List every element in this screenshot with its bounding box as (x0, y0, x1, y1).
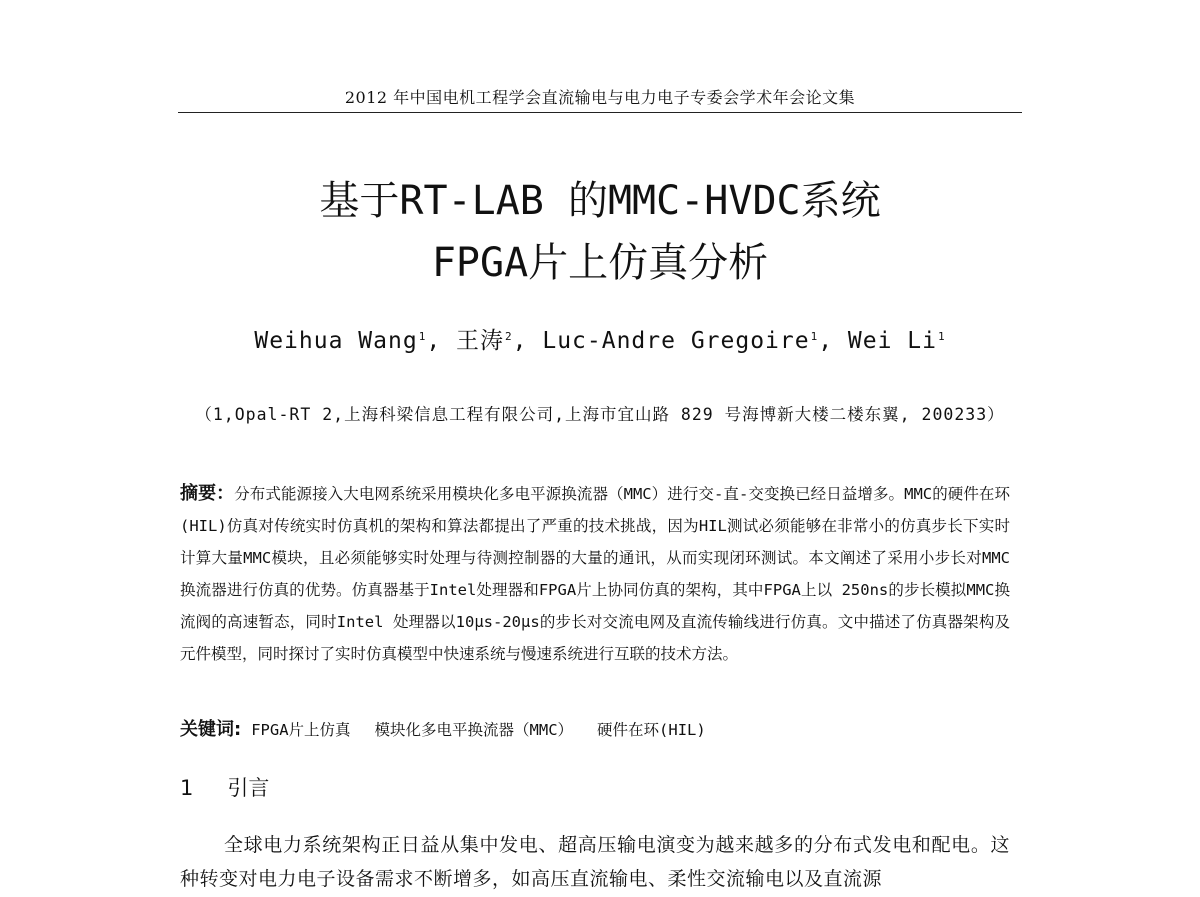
author-separator: , (426, 328, 457, 354)
section-number: 1 (180, 776, 194, 800)
section-heading (180, 770, 269, 806)
keyword-item: 模块化多电平换流器（MMC） (374, 721, 574, 739)
affiliation: （1,Opal-RT 2,上海科梁信息工程有限公司,上海市宜山路 829 号海博新大楼二楼东翼, 200233） (195, 405, 1005, 424)
author-affiliation-mark: 1 (938, 330, 946, 343)
section-title: 引言 (227, 776, 270, 800)
author-affiliation-mark: 1 (418, 330, 427, 343)
author-separator: , (512, 328, 543, 354)
abstract-text: 分布式能源接入大电网系统采用模块化多电平源换流器（MMC）进行交-直-交变换已经日益增多。MMC的硬件在环(HIL)仿真对传统实时仿真机的架构和算法都提出了严重的技术挑战，因为HIL测试必须能够在非常小的仿真步长下实时计算大量MMC模块，且必须能够实时处理与待测控制器的大量的通讯，从而实现闭环测试。本文阐述了采用小步长对MMC换流器进行仿真的优势。仿真器基于Intel处理器和FPGA片上协同仿真的架构，其中FPGA上以 250ns的步长模拟MMC换流阀的高速暂态，同时Intel 处理器以10μs-20μs的步长对交流电网及直流传输线进行仿真。文中描述了仿真器架构及元件模型，同时探讨了实时仿真模型中快速系统与慢速系统进行互联的技术方法。 (180, 485, 1010, 663)
keywords (180, 714, 1010, 746)
paper-title (0, 170, 1200, 294)
keyword-item: FPGA片上仿真 (251, 721, 351, 739)
author-name: 王涛 (456, 328, 505, 354)
body-paragraph: 全球电力系统架构正日益从集中发电、超高压输电演变为越来越多的分布式发电和配电。这种转变对电力电子设备需求不断增多，如高压直流输电、柔性交流输电以及直流源 (180, 834, 1010, 890)
keywords-label: 关键词: (180, 719, 242, 740)
author-separator: , (818, 328, 848, 354)
keyword-item: 硬件在环(HIL) (597, 721, 706, 739)
title-line-1: 基于RT-LAB 的MMC-HVDC系统 (319, 178, 881, 224)
running-header: 2012 年中国电机工程学会直流输电与电力电子专委会学术年会论文集 (178, 86, 1022, 113)
author-name: Luc-Andre Gregoire (542, 328, 810, 354)
author-name: Weihua Wang (254, 328, 418, 354)
abstract (180, 478, 1010, 670)
author-list (0, 323, 1200, 359)
abstract-label: 摘要： (180, 483, 235, 504)
author-name: Wei Li (847, 328, 938, 354)
author-affiliation-mark: 1 (810, 330, 819, 343)
title-line-2: FPGA片上仿真分析 (431, 240, 769, 286)
author-affiliation-mark: 2 (505, 330, 513, 343)
